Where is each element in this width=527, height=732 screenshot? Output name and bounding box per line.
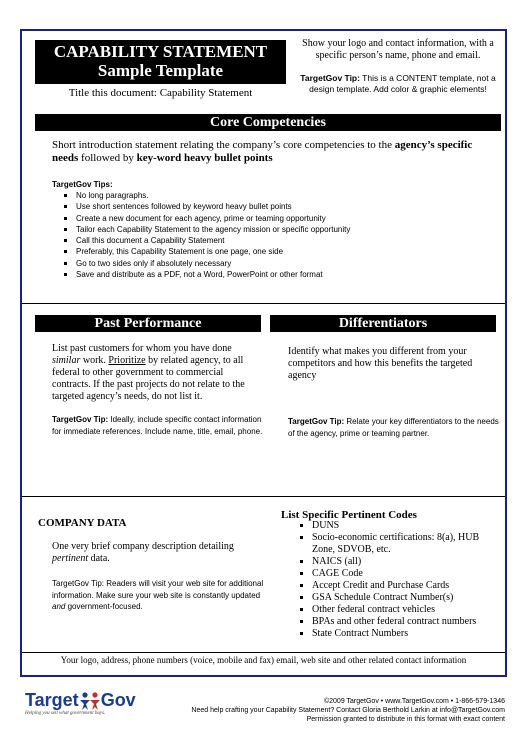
tips-heading: TargetGov Tips: (52, 180, 113, 189)
tip-text: Relate your key differentiators to the needs of the agency, prime or teaming partner. (288, 417, 499, 438)
footer-contact-line: Your logo, address, phone numbers (voice, mobile and fax) email, web site and other related contact information (60, 655, 467, 665)
text-italic: and (52, 602, 66, 611)
people-icon (79, 691, 101, 711)
text-part: List past customers for whom you have done (52, 343, 232, 354)
logo-word-target: Target (25, 690, 79, 710)
help-line: Need help crafting your Capability Statement? Contact Gloria Berthold Larkin at info@TargetGov.com (191, 707, 505, 714)
codes-list (300, 520, 500, 640)
text-part: One very brief company description detailing (52, 541, 234, 552)
list-item: Accept Credit and Purchase Cards (300, 580, 500, 592)
intro-text: Short introduction statement relating the company’s core competencies to the (52, 139, 395, 151)
company-data-heading: COMPANY DATA (38, 517, 127, 529)
copyright-block (165, 697, 505, 724)
differentiators-tip (288, 416, 503, 439)
list-item: Use short sentences followed by keyword heavy bullet points (64, 201, 350, 212)
targetgov-logo (25, 690, 136, 716)
list-item: Create a new document for each agency, prime or teaming opportunity (64, 213, 350, 224)
text-part: data. (88, 553, 110, 564)
subtitle: Title this document: Capability Statement (68, 87, 253, 99)
text-part: TargetGov Tip: Readers will visit your web site for additional information. Make sure your web site is constantly updated (52, 579, 264, 600)
tips-list (64, 190, 350, 280)
differentiators-heading: Differentiators (270, 315, 496, 332)
list-item: Go to two sides only if absolutely necessary (64, 258, 350, 269)
intro-mid: followed by (78, 152, 137, 164)
list-item: BPAs and other federal contract numbers (300, 616, 500, 628)
text-part: by related agency, to all federal to other government to commercial contracts. If the past projects do not relate to the targeted agency’s needs, do not list it. (52, 355, 245, 402)
text-underline: Prioritize (108, 355, 146, 366)
contact-info-note: Show your logo and contact information, with a specific person’s name, phone and email. (302, 38, 494, 61)
list-item: No long paragraphs. (64, 190, 350, 201)
tip-label: TargetGov Tip: (288, 417, 345, 426)
title-line-1: CAPABILITY STATEMENT (53, 42, 268, 61)
divider (22, 496, 505, 497)
divider (22, 652, 505, 653)
list-item: DUNS (300, 520, 500, 532)
list-item: Tailor each Capability Statement to the agency mission or specific opportunity (64, 224, 350, 235)
past-performance-heading: Past Performance (35, 315, 261, 332)
codes-heading: List Specific Pertinent Codes (281, 509, 417, 521)
title-box (35, 40, 286, 84)
intro-bold-1: agency’s specific needs (52, 139, 473, 164)
core-intro (52, 139, 492, 165)
past-performance-tip (52, 414, 267, 437)
logo-tagline: Helping you sell what government buys. (25, 711, 106, 716)
tip-label: TargetGov Tip: (300, 73, 360, 83)
company-data-tip (52, 578, 272, 613)
text-italic: pertinent (52, 553, 89, 564)
list-item: Call this document a Capability Statement (64, 235, 350, 246)
logo-word-gov: Gov (100, 690, 136, 710)
divider (22, 303, 505, 304)
intro-bold-2: key-word heavy bullet points (136, 152, 273, 164)
tip-text: Ideally, include specific contact information for immediate references. Include name, title, email, phone. (52, 415, 263, 436)
copyright-line: ©2009 TargetGov • www.TargetGov.com • 1-866-579-1346 (323, 698, 505, 705)
tip-text: This is a CONTENT template, not a design template. Add color & graphic elements! (309, 73, 496, 94)
list-item: Other federal contract vehicles (300, 604, 500, 616)
list-item: CAGE Code (300, 568, 500, 580)
tip-label: TargetGov Tip: (52, 415, 109, 424)
list-item: Socio-economic certifications: 8(a), HUB Zone, SDVOB, etc. (300, 532, 500, 556)
text-italic: similar (52, 355, 81, 366)
list-item: Preferably, this Capability Statement is one page, one side (64, 246, 350, 257)
differentiators-text: Identify what makes you different from your competitors and how this benefits the targeted agency (288, 346, 473, 381)
text-part: government-focused. (65, 602, 143, 611)
list-item: GSA Schedule Contract Number(s) (300, 592, 500, 604)
past-performance-text (52, 343, 262, 403)
title-line-2: Sample Template (97, 61, 224, 80)
text-part: work. (80, 355, 109, 366)
content-template-tip (300, 73, 496, 95)
permission-line: Permission granted to distribute in this format with exact content (306, 716, 505, 723)
list-item: State Contract Numbers (300, 628, 500, 640)
core-competencies-heading: Core Competencies (35, 114, 501, 131)
list-item: Save and distribute as a PDF, not a Word, PowerPoint or other format (64, 269, 350, 280)
list-item: NAICS (all) (300, 556, 500, 568)
company-data-text (52, 541, 257, 565)
